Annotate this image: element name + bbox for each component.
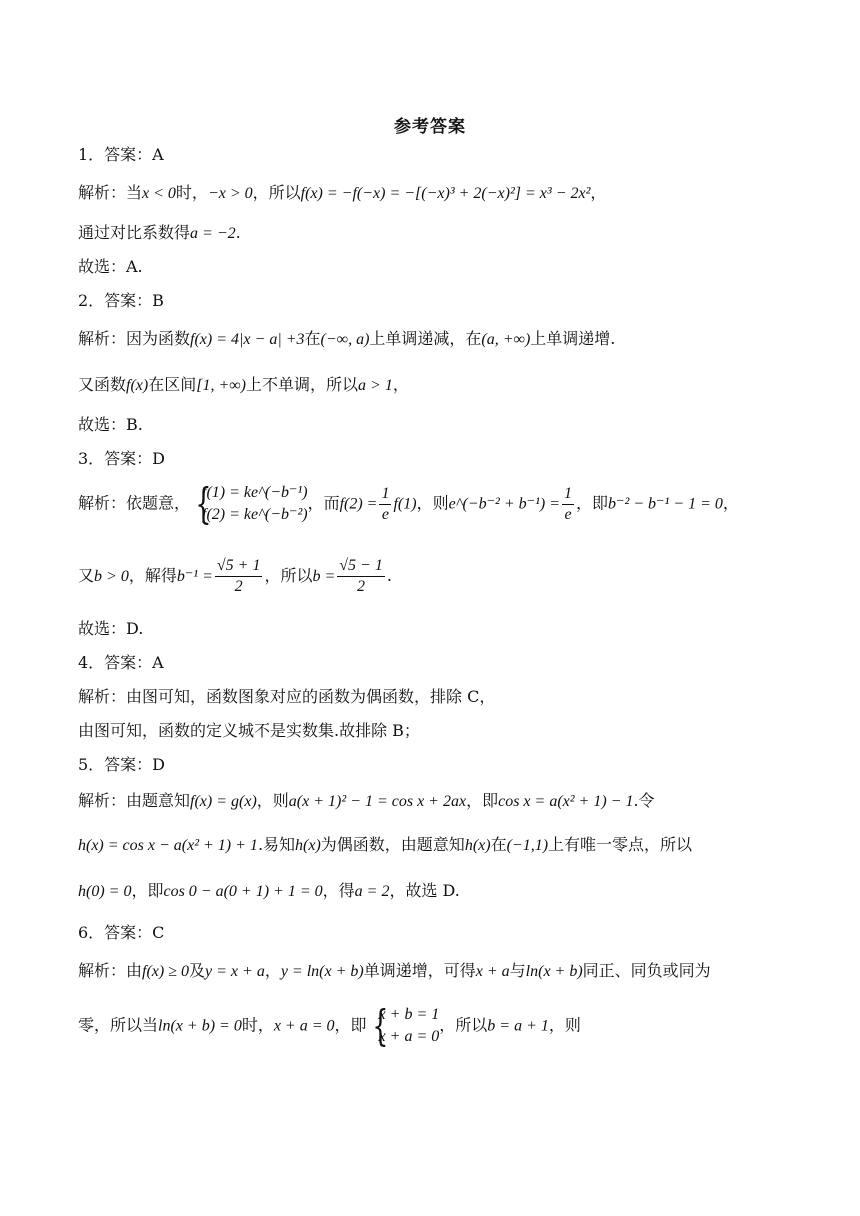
q6-equation-system: { x + b = 1 x + a = 0	[371, 1001, 440, 1050]
q3-answer: 3．答案：D	[78, 449, 166, 468]
q4-analysis-line2: 由图可知，函数的定义城不是实数集.故排除 B；	[78, 721, 420, 740]
q3-choice: 故选：D.	[78, 619, 144, 638]
q2-choice: 故选：B.	[78, 415, 143, 434]
q6-answer: 6．答案：C	[78, 923, 165, 942]
q3-fraction-1: $\frac{1}{e}$	[381, 484, 390, 523]
q2-answer: 2．答案：B	[78, 291, 164, 310]
q5-analysis-line2: h(x) = cos x − a(x² + 1) + 1.易知h(x)为偶函数，由题意知h(x)在(−1,1)上有唯一零点，所以	[78, 835, 693, 854]
q3-equation-system: { f(1) = ke^(−b⁻¹) f(2) = ke^(−b⁻²)	[195, 479, 308, 528]
q5-analysis-line1: 解析：由题意知f(x) = g(x)，则a(x + 1)² − 1 = cos x + 2ax，即cos x = a(x² + 1) − 1.令	[78, 791, 655, 810]
q1-analysis-line1: 解析：当x < 0时，−x > 0，所以f(x) = −f(−x) = −[(−x)³ + 2(−x)²] = x³ − 2x²，	[78, 183, 607, 202]
q1-choice: 故选：A.	[78, 257, 143, 276]
q4-answer: 4．答案：A	[78, 653, 164, 672]
q3-analysis-line2: 又b > 0，解得b⁻¹ = $\frac{√5 + 1}{2}$ ，所以b = $\frac{√5 - 1}{2}$ .	[78, 557, 392, 595]
q3-fraction-4: $\frac{√5 - 1}{2}$	[339, 557, 383, 595]
q6-analysis-line2: 零，所以当ln(x + b) = 0时，x + a = 0，即 { x + b = 1 x + a = 0 ，所以b = a + 1，则	[78, 1001, 581, 1050]
q1-answer: 1．答案：A	[78, 145, 164, 164]
q4-analysis-line1: 解析：由图可知，函数图象对应的函数为偶函数，排除 C，	[78, 687, 496, 706]
q5-analysis-line3: h(0) = 0，即cos 0 − a(0 + 1) + 1 = 0，得a = 2，故选 D.	[78, 881, 460, 900]
q3-fraction-2: $\frac{1}{e}$	[564, 484, 572, 523]
q1-analysis-line2: 通过对比系数得a = −2.	[78, 223, 241, 242]
q2-analysis-line1: 解析：因为函数f(x) = 4|x − a| +3在(−∞, a)上单调递减，在(a, +∞)上单调递增.	[78, 329, 616, 348]
q6-analysis-line1: 解析：由f(x) ≥ 0及y = x + a，y = ln(x + b)单调递增，可得x + a与ln(x + b)同正、同负或同为	[78, 961, 711, 980]
q3-analysis-line1: 解析：依题意， { f(1) = ke^(−b⁻¹) f(2) = ke^(−b⁻²) ，而f(2) = $\frac{1}{e}$ f(1)，则e^(−b⁻² + b⁻¹) = $\frac{1}{e}$ ，即b⁻² − b⁻¹ − 1 = 0，	[78, 479, 739, 528]
page-title: 参考答案	[394, 117, 466, 137]
q5-answer: 5．答案：D	[78, 755, 166, 774]
q3-fraction-3: $\frac{√5 + 1}{2}$	[216, 557, 261, 595]
q2-analysis-line2: 又函数f(x)在区间[1, +∞)上不单调，所以a > 1，	[78, 375, 409, 394]
